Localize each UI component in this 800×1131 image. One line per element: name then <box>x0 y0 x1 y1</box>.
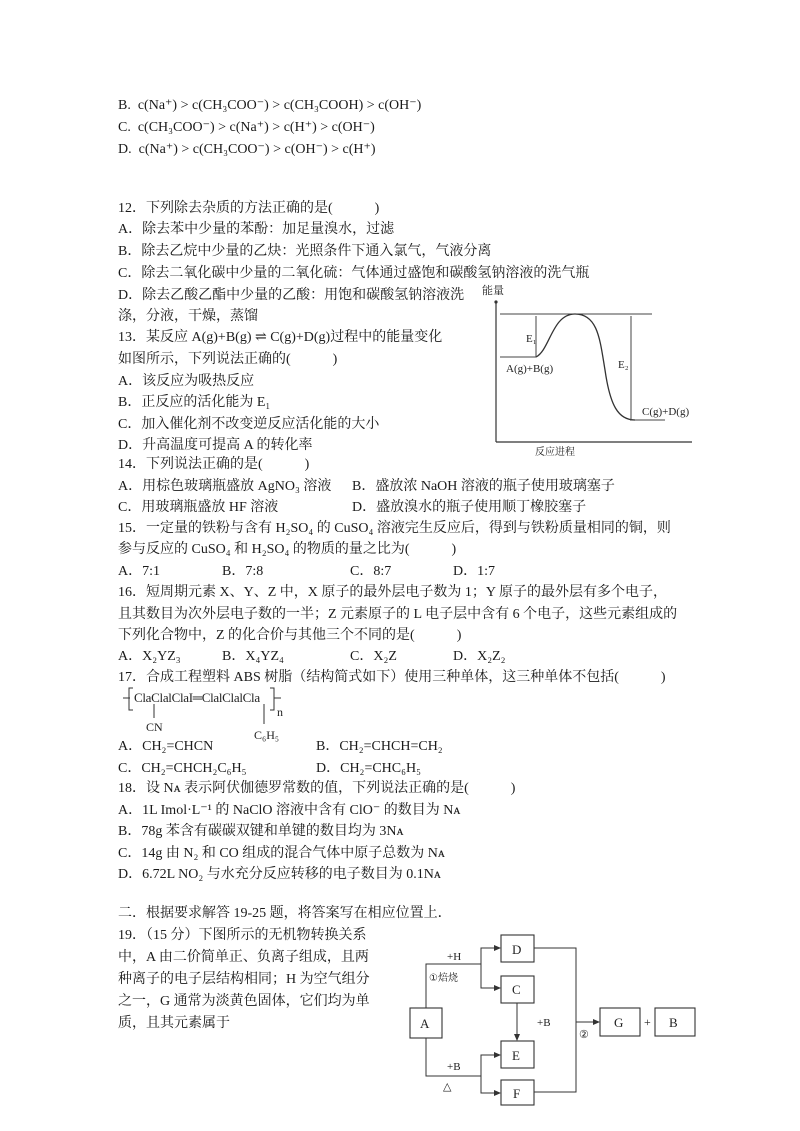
q11-option-d <box>118 140 376 160</box>
q16-option-c: C．X₂Z <box>350 649 397 664</box>
edge-to-f <box>481 1076 500 1093</box>
edge-to-e <box>481 1055 500 1076</box>
abs-structure-formula <box>120 686 320 744</box>
q17-option-c: C．CH₂=CHCH₂C₆H₅ <box>118 761 247 776</box>
option-label: B. <box>118 98 131 113</box>
q16-stem-1: 16．短周期元素 X、Y、Z 中，X 原子的最外层电子数为 1；Y 原子的最外层有多个电子， <box>118 585 667 600</box>
label-delta: △ <box>443 1081 452 1093</box>
label-e: E <box>512 1048 520 1063</box>
q13-stem-1: 13．某反应 A(g)+B(g) ⇌ C(g)+D(g)过程中的能量变化 <box>118 330 443 345</box>
q17-stem: 17．合成工程塑料 ABS 树脂（结构简式如下）使用三种单体，这三种单体不包括( ) <box>118 670 666 685</box>
q16-option-d: D．X₂Z₂ <box>453 649 506 664</box>
energy-axis-label: 能量 <box>482 284 504 297</box>
label-step-2: ② <box>579 1029 589 1041</box>
label-d: D <box>512 942 522 957</box>
q16-stem-2: 且其数目为次外层电子数的一半；Z 元素原子的 L 电子层中含有 6 个电子，这些元素组成的 <box>118 607 678 622</box>
label-c: C <box>512 982 521 997</box>
q18-option-c: C．14g 由 N₂ 和 CO 组成的混合气体中原子总数为 Nᴀ <box>118 846 445 861</box>
q15-option-b: B．7:8 <box>222 564 264 579</box>
q13-option-b: B．正反应的活化能为 E₁ <box>118 395 271 410</box>
q11-option-b <box>118 96 421 116</box>
q15-stem-1: 15．一定量的铁粉与含有 H₂SO₄ 的 CuSO₄ 溶液完生反应后，得到与铁粉质量相同的铜，则 <box>118 521 671 536</box>
label-g: G <box>614 1015 624 1030</box>
repeat-n: n <box>277 705 283 719</box>
option-text: c(Na⁺) > c(CH₃COO⁻) > c(CH₃COOH) > c(OH⁻) <box>137 98 422 113</box>
label-plus-h: +H <box>447 951 462 963</box>
q14-option-c: C．用玻璃瓶盛放 HF 溶液 <box>118 500 279 515</box>
edge-to-c <box>481 964 500 988</box>
q19-line-5: 质，且其元素属于 <box>118 1016 230 1031</box>
q19-line-1: 19．（15 分）下图所示的无机物转换关系 <box>118 928 367 943</box>
substituent-phenyl: C₆H₅ <box>254 728 280 742</box>
e1-label: E₁ <box>526 333 537 345</box>
q14-option-d: D．盛放溴水的瓶子使用顺丁橡胶塞子 <box>352 500 587 515</box>
label-f: F <box>513 1086 521 1101</box>
option-label: C. <box>118 120 131 135</box>
q19-line-4: 之一，G 通常为淡黄色固体，它们均为单 <box>118 994 370 1009</box>
edge-a-up <box>426 964 481 1008</box>
q18-option-a: A．1L Imol·L⁻¹ 的 NaClO 溶液中含有 ClO⁻ 的数目为 Nᴀ <box>118 803 461 818</box>
q19-line-3: 种离子的电子层结构相同；H 为空气组分 <box>118 972 370 987</box>
q13-option-d: D．升高温度可提高 A 的转化率 <box>118 438 313 453</box>
label-plus-b-2: +B <box>447 1061 461 1073</box>
edge-to-d <box>481 948 500 964</box>
q12-option-a: A．除去苯中少量的苯酚：加足量溴水，过滤 <box>118 222 395 237</box>
substituent-cn: CN <box>146 720 163 734</box>
q12-option-b: B．除去乙烷中少量的乙炔：光照条件下通入氯气，气液分离 <box>118 244 492 259</box>
q14-stem: 14．下列说法正确的是( ) <box>118 457 310 472</box>
reaction-progress-label: 反应进程 <box>535 447 575 458</box>
option-text: c(Na⁺) > c(CH₃COO⁻) > c(OH⁻) > c(H⁺) <box>138 142 376 157</box>
e2-label: E₂ <box>618 359 629 371</box>
q15-stem-2: 参与反应的 CuSO₄ 和 H₂SO₄ 的物质的量之比为( ) <box>118 542 457 557</box>
q19-line-2: 中，A 由二价简单正、负离子组成，且两 <box>118 950 369 965</box>
q17-option-b: B．CH₂=CHCH=CH₂ <box>316 739 443 754</box>
polymer-chain: ClaClalClaI═ClalClalCla <box>134 690 260 705</box>
q16-option-b: B．X₄YZ₄ <box>222 649 284 664</box>
q12-option-d-cont: 涤，分液，干燥，蒸馏 <box>118 309 258 324</box>
label-step-1: ①焙烧 <box>429 973 458 984</box>
option-text: c(CH₃COO⁻) > c(Na⁺) > c(H⁺) > c(OH⁻) <box>137 120 375 135</box>
q12-option-c: C．除去二氧化碳中少量的二氧化硫：气体通过盛饱和碳酸氢钠溶液的洗气瓶 <box>118 266 590 281</box>
energy-diagram <box>480 280 705 460</box>
q17-option-d: D．CH₂=CHC₆H₅ <box>316 761 421 776</box>
q13-option-c: C．加入催化剂不改变逆反应活化能的大小 <box>118 417 380 432</box>
option-label: D. <box>118 142 132 157</box>
q14-option-b: B．盛放浓 NaOH 溶液的瓶子使用玻璃塞子 <box>352 479 615 494</box>
products-label: C(g)+D(g) <box>642 406 690 418</box>
q16-stem-3: 下列化合物中，Z 的化合价与其他三个不同的是( ) <box>118 628 462 643</box>
q13-stem-2: 如图所示，下列说法正确的( ) <box>118 352 338 367</box>
q15-option-d: D．1:7 <box>453 564 495 579</box>
q11-option-c <box>118 118 375 138</box>
y-axis-arrow <box>494 300 497 303</box>
reactants-label: A(g)+B(g) <box>506 363 554 375</box>
q17-option-a: A．CH₂=CHCN <box>118 739 214 754</box>
plus-sign: + <box>644 1015 651 1029</box>
label-b: B <box>669 1015 678 1030</box>
q14-option-a: A．用棕色玻璃瓶盛放 AgNO₃ 溶液 <box>118 479 332 494</box>
conversion-diagram <box>395 928 700 1108</box>
label-a: A <box>420 1016 430 1031</box>
section-2-heading: 二．根据要求解答 19-25 题，将答案写在相应位置上． <box>118 906 452 921</box>
q18-stem: 18．设 Nᴀ 表示阿伏伽德罗常数的值，下列说法正确的是( ) <box>118 781 516 796</box>
q16-option-a: A．X₂YZ₃ <box>118 649 181 664</box>
q15-option-a: A．7:1 <box>118 564 160 579</box>
bracket-right <box>270 688 274 710</box>
q12-stem: 12．下列除去杂质的方法正确的是( ) <box>118 201 380 216</box>
bracket-left <box>129 688 133 710</box>
q13-option-a: A．该反应为吸热反应 <box>118 374 255 389</box>
q12-option-d: D．除去乙酸乙酯中少量的乙酸：用饱和碳酸氢钠溶液洗 <box>118 288 465 303</box>
label-plus-b-1: +B <box>537 1017 551 1029</box>
q15-option-c: C．8:7 <box>350 564 392 579</box>
q18-option-d: D．6.72L NO₂ 与水充分反应转移的电子数目为 0.1Nᴀ <box>118 867 441 882</box>
q18-option-b: B．78g 苯含有碳碳双键和单键的数目均为 3Nᴀ <box>118 824 404 839</box>
